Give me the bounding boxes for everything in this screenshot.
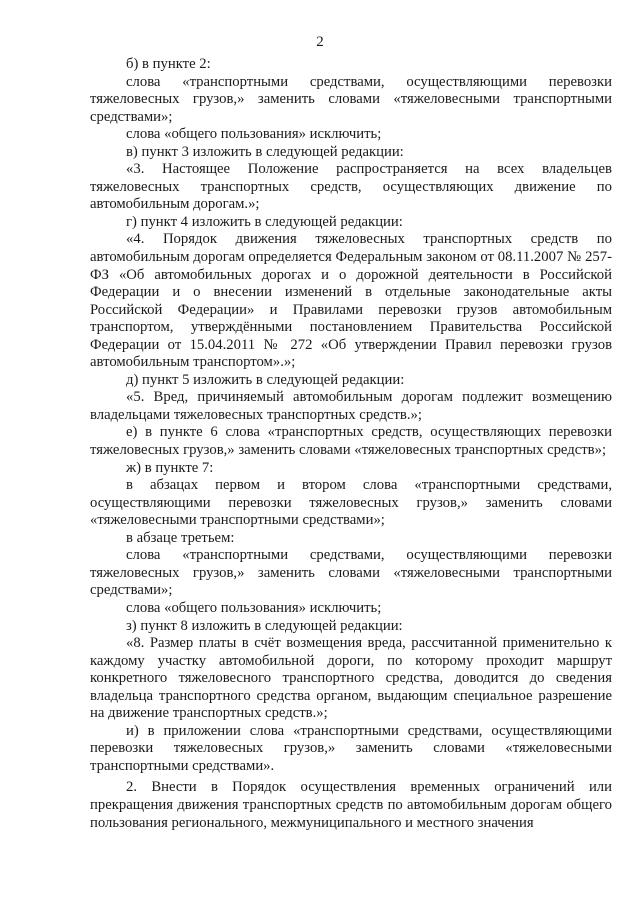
paragraph-zh-third-replace: слова «транспортными средствами, осуществляющими перевозки тяжеловесных грузов,» заменить словами «тяжеловесными транспортными средствами»;: [90, 547, 612, 599]
paragraph-d: д) пункт 5 изложить в следующей редакции:: [126, 371, 405, 388]
paragraph-d-text: «5. Вред, причиняемый автомобильным дорогам подлежит возмещению владельцами тяжеловесных транспортных средств.»;: [90, 389, 612, 423]
paragraph-g: г) пункт 4 изложить в следующей редакции:: [126, 213, 403, 230]
paragraph-g-text: «4. Порядок движения тяжеловесных транспортных средств по автомобильным дорогам определяется Федеральным законом от 08.11.2007 № 257-ФЗ «Об автомобильных дорогах и о дорожной деятельности в Российской Федерации и о внесении изменений в отдельные законодательные акты Российской Федерации» и Правилами перевозки грузов автомобильным транспортом, утверждёнными постановлением Правительства Российской Федерации от 15.04.2011 № 272 «Об утверждении Правил перевозки грузов автомобильным транспортом».»;: [90, 231, 612, 371]
paragraph-zh: ж) в пункте 7:: [126, 459, 214, 476]
paragraph-b: б) в пункте 2:: [126, 56, 211, 72]
paragraph-v-text: «3. Настоящее Положение распространяется на всех владельцев тяжеловесных транспортных средств, осуществляющих движение по автомобильным дорогам.»;: [90, 161, 612, 213]
paragraph-i: и) в приложении слова «транспортными средствами, осуществляющими перевозки тяжеловесных грузов,» заменить словами «тяжеловесными транспортными средствами».: [90, 722, 612, 774]
paragraph-z-text: «8. Размер платы в счёт возмещения вреда, рассчитанной применительно к каждому участку автомобильной дороги, по которому проходит маршрут конкретного тяжеловесного транспортного средства, доводится до сведения владельца транспортного средства органом, выдающим специальное разрешение на движение транспортных средств.»;: [90, 635, 612, 722]
paragraph-b-words-delete: слова «общего пользования» исключить;: [126, 126, 382, 143]
paragraph-2: 2. Внести в Порядок осуществления временных ограничений или прекращения движения транспортных средств по автомобильным дорогам общего пользования регионального, межмуниципального и местного значения: [90, 779, 612, 831]
paragraph-e: е) в пункте 6 слова «транспортных средств, осуществляющих перевозки тяжеловесных грузов,» заменить словами «тяжеловесных транспортных средств»;: [90, 424, 612, 459]
paragraph-z: з) пункт 8 изложить в следующей редакции:: [126, 617, 403, 634]
paragraph-v: в) пункт 3 изложить в следующей редакции:: [126, 143, 404, 160]
paragraph-b-words-replace: слова «транспортными средствами, осуществляющими перевозки тяжеловесных грузов,» заменить словами «тяжеловесными транспортными средствами»;: [90, 73, 612, 125]
paragraph-zh-first-second: в абзацах первом и втором слова «транспортными средствами, осуществляющими перевозки тяжеловесных грузов,» заменить словами «тяжеловесными транспортными средствами»;: [90, 477, 612, 529]
paragraph-zh-third-delete: слова «общего пользования» исключить;: [126, 599, 382, 616]
paragraph-zh-third: в абзаце третьем:: [126, 529, 235, 546]
document-body: [90, 56, 612, 832]
page-number: 2: [316, 34, 324, 50]
